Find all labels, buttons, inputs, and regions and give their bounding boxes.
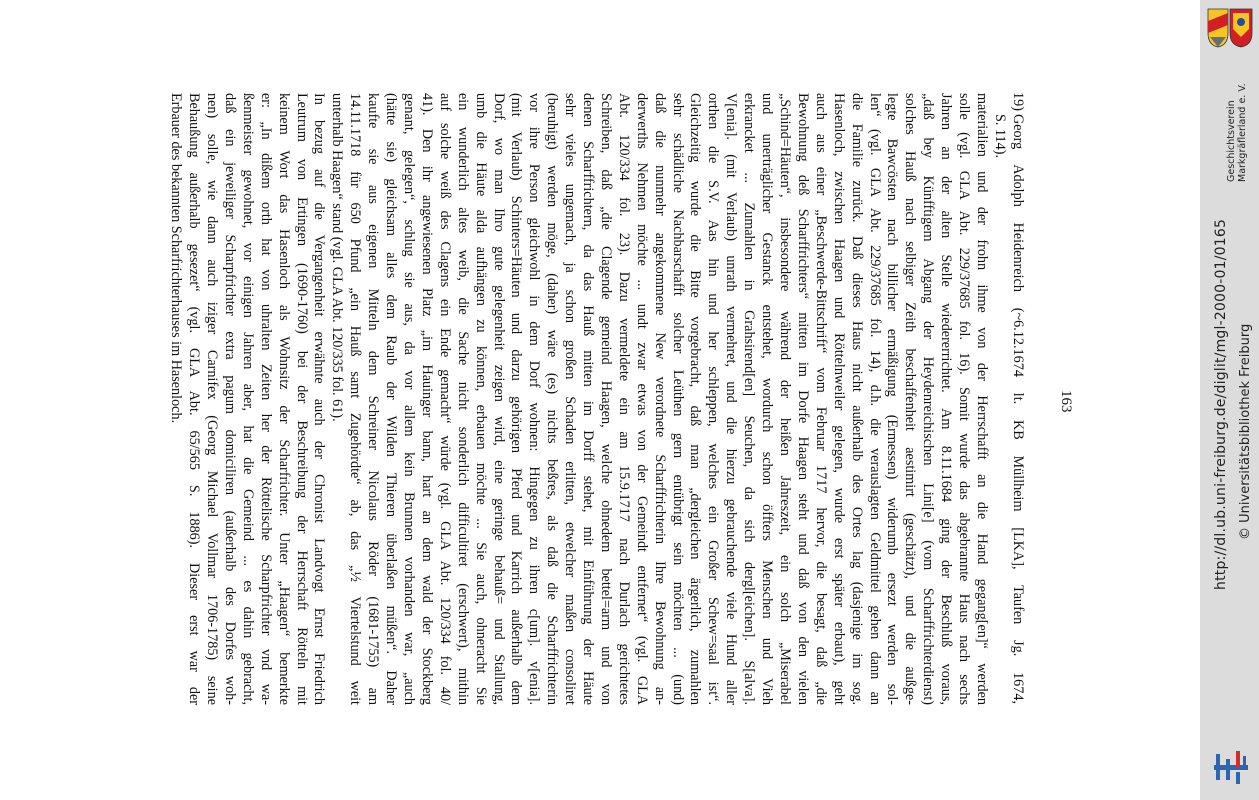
body-line: Jahren an der alten Stelle wiedererrichtet. Am 8.11.1684 ging der Beschluß voraus, — [938, 93, 955, 705]
body-line: orthen die S.V. Aas hin und her schleppen, welches ein Großer Schew=saal ist“. — [705, 93, 722, 705]
body-line: sehr vieles ungemach, ja schon großen Schaden erlitten, etwelcher maßen consoliret — [562, 93, 579, 705]
coat-of-arms-icon — [1206, 7, 1254, 49]
body-line: (mit Verlaub) Schinters=Häuten und darzu gehörigen Pferd und Karrich außerhalb dem — [508, 93, 525, 705]
society-line-1: Geschichtsverein — [1226, 100, 1237, 182]
footnote-line: S. 114). — [992, 114, 1009, 159]
body-line: erkrancket ... Zumahlen in Grahsirend[en] Seuchen, da sich dergl[eichen]. S[alva]. — [741, 93, 758, 705]
library-logo-icon — [1210, 748, 1252, 786]
body-line: daß ein jeweiliger Scharpfrichter extra pagum domiciliren (außerhalb des Dorfes woh- — [221, 93, 238, 705]
society-name — [1226, 83, 1248, 182]
body-line: genant, gelegen“, schlug sie aus, da vor allem kein Brunnen vorhanden war, „auch — [401, 93, 417, 705]
body-line: materialien und der frohn ihme von der Herrschafft an die Hand gegang[en]“ werden — [974, 93, 990, 705]
footnote-number: 19) — [1010, 92, 1026, 111]
body-line: „Schind=Häuten“, insbesondere während der heißen Jahreszeit, ein solch „Miserabel — [777, 93, 794, 705]
page-number: 163 — [1058, 390, 1074, 413]
body-line: (hätte sie) gleichsam alles dem Raub der Wilden Thieren überlaßen müßen“. Daher — [383, 93, 400, 705]
source-url-link[interactable]: http://dl.ub.uni-freiburg.de/diglit/mgl-2000-01/0165 — [1213, 218, 1229, 590]
body-line: Schreiben, daß „die Clagende gemeind Haagen, welche ohnedem bettel=arm und von — [597, 93, 614, 705]
body-line: Bewohnung deß Scharffrichters“ mitten im Dorfe Haagen steht und daß von den vielen — [794, 93, 811, 705]
body-line: len“ (vgl. GLA Abt. 229/37685 fol. 14), d.h. die verauslagten Geldmittel gehen dann an — [866, 93, 883, 705]
body-line: auch aus einer „Beschwerde-Bittschrift“ vom Februar 1717 hervor, die besagt, daß „die — [812, 93, 829, 705]
body-line: ßenmeister gewohnet, vor einigen Jahren aber, hat die Gemeind ... es dahin gebracht, — [239, 93, 256, 705]
copyright-notice: © Universitätsbibliothek Freiburg — [1238, 323, 1253, 540]
body-line: ein wunderlich altes weib, die Sache nicht sonderlich difficultiret (erschwert), mithin — [454, 93, 471, 705]
body-line: V[enia]. (mit Verlaub) unrath vermehret, und die hierzu gebrauchende viele Hund aller — [723, 93, 740, 705]
body-line: keinem Wort das Hasenloch als Wohnsitz der Scharfrichter. Unter „Haagen“ bemerkte — [275, 93, 292, 705]
body-line: nen) solle, wie dann auch iziger Carnifex (Georg Michael Vollmar 1706-1785) seine — [204, 93, 221, 705]
body-line: kaufte sie aus eigenen Mitteln dem Schreiner Nicolaus Röder (1681-1755) am — [365, 93, 382, 705]
society-line-2: Markgräflerland e. V. — [1237, 83, 1248, 182]
body-line: und unerträglicher Gestanck entstehet, wordurch schon öffters Menschen und Vieh — [759, 93, 776, 705]
body-line: Behaußung außerhalb gesezet“ (vgl. GLA Abt. 65/565 S. 1886). Dieser erst war der — [186, 93, 203, 705]
body-line: daß die nunmehr angekommene New verordnete Scharffrichterin Ihre Bewohnung an- — [651, 93, 668, 705]
body-line: In bezug auf die Vergangenheit erwähnte auch der Chronist Landvogt Ernst Friedrich — [311, 93, 328, 705]
footnote-line: Georg Adolph Heidenreich (~6.12.1674 lt. KB Müllheim [LKA], Taufen Jg. 1674, — [1010, 114, 1026, 704]
body-line: legte Bawcösten nach billicher ermäßigung (Ermessen) widerumb ersezt werden sol- — [884, 93, 901, 705]
body-line: 14.11.1718 für 650 Pfund „ein Hauß samt Zugehördte“ ab, das „½ Viertelstund weit — [347, 93, 364, 705]
footnote — [990, 92, 1026, 704]
body-line: die Familie zurück. Daß dieses Haus nicht außerhalb des Ortes lag (dasjenige im sog. — [848, 93, 865, 705]
body-text — [166, 93, 990, 705]
body-line: unterhalb Haagen“ stand (vgl. GLA Abt. 120/335 fol. 61). — [329, 93, 346, 422]
body-line: Dorf, wo man Ihro gute gelegenheit zeigen wird, eine geringe behauß= und Stallung, — [490, 93, 507, 705]
body-line: auf solche weiß des Clagens ein Ende gemacht“ würde (vgl. GLA Abt. 120/334 fol. 40/ — [436, 93, 453, 705]
body-line: Erbauer des bekannten Scharfrichterhauses im Hasenloch. — [168, 93, 185, 424]
body-line: umb die Häute alda aufhängen zu können, erbauen möchte ... Sie auch, ohneracht Sie — [472, 93, 489, 705]
footnote-text — [990, 114, 1026, 704]
body-line: sehr schädliche Nachbarschafft solcher Leüthen gern entübrigt sein möchten ... (und) — [669, 93, 686, 705]
body-line: (beruhigt) werden möge, (daher) wäre (es) nichts beßres, als daß die Scharffrichterin — [544, 93, 561, 705]
body-line: vor ihre Person gleichwohl in dem Dorf wohnen: Hingegen zu ihren c[um]. v[enia]. — [526, 93, 543, 705]
body-line: Leutrum von Ertingen (1690-1760) bei der Beschreibung der Herrschaft Rötteln mit — [293, 93, 310, 705]
body-line: derwerths Nehmen möchte ... undt zwar etwas von der Gemeindt entfernet“ (vgl. GLA — [633, 93, 650, 705]
body-line: er: „In dißem orth hat von uhralten Zeiten her der Röttelische Scharpfrichter vnd wa- — [257, 93, 274, 705]
body-line: solle (vgl. GLA Abt. 229/37685 fol. 16). Somit wurde das abgebrannte Haus nach sechs — [956, 93, 973, 705]
body-line: Hasenloch, zwischen Haagen und Röttelnweiler gelegen, wurde erst später erbaut), geht — [830, 93, 847, 705]
body-line: solches Hauß nach selbiger Zeith beschaffenheit aestimirt (geschätzt), und die außge- — [902, 93, 919, 705]
body-line: „daß bey Künfftigem Abgang der Heydenreichischen Lini[e] (vom Scharffrichterdienst) — [920, 93, 937, 705]
body-line: Abt. 120/334 fol. 23). Dazu vermeldete ein am 15.9.1717 nach Durlach gerichtetes — [615, 93, 632, 705]
body-line: Gleichzeitig wurde die Bitte vorgebracht, daß man „dergleichen ärgerlich, zumahlen — [687, 93, 704, 705]
body-line: denen Scharffrichtern, da das Hauß mitten im Dorff stehet, mit Einführung der Häute — [580, 93, 597, 705]
body-line: 41). Den ihr angewiesenen Platz „im Hauinger bann, hart an dem wald der Stockberg — [418, 93, 435, 705]
